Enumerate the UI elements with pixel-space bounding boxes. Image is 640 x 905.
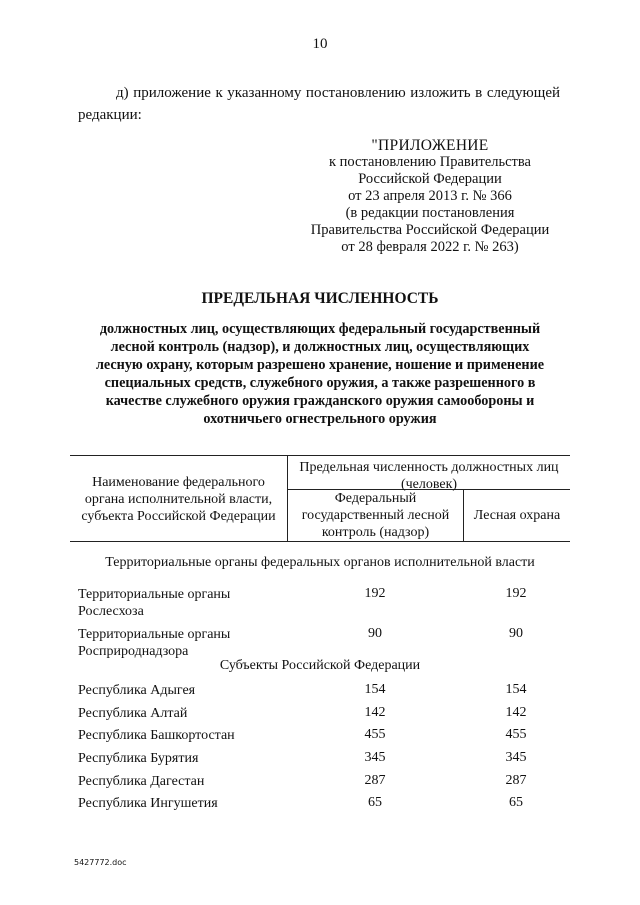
appendix-block <box>300 137 560 256</box>
header-group-line: (человек) <box>400 477 458 492</box>
header-col-forest-control <box>288 490 463 541</box>
section-title: Территориальные органы федеральных органов исполнительной власти <box>105 555 535 570</box>
row-value-control: 65 <box>368 795 382 810</box>
header-name-line: субъекта Российской Федерации <box>81 509 276 524</box>
table-row-name: Республика Ингушетия <box>78 796 218 811</box>
subtitle-line: лесной контроль (надзор), и должностных лиц, осуществляющих <box>110 339 530 355</box>
table-row-name: Республика Алтай <box>78 706 188 721</box>
row-value-guard: 65 <box>509 795 523 810</box>
section-title: Субъекты Российской Федерации <box>219 658 421 673</box>
header-name-line: Наименование федерального <box>92 475 265 490</box>
appendix-line: Правительства Российской Федерации <box>310 222 550 238</box>
appendix-line: (в редакции постановления <box>345 205 515 221</box>
appendix-line: Российской Федерации <box>358 171 502 187</box>
subtitle-line: должностных лиц, осуществляющих федеральный государственный <box>99 321 541 337</box>
table-top-border <box>70 455 570 456</box>
row-value-control: 192 <box>364 586 386 601</box>
header-name-line: органа исполнительной власти, <box>84 492 273 507</box>
header-bottom-border <box>70 541 570 542</box>
row-value-guard: 287 <box>505 773 527 788</box>
appendix-title: "ПРИЛОЖЕНИЕ <box>371 137 489 154</box>
header-col1-line: государственный лесной <box>301 508 450 523</box>
row-name-line: Территориальные органы <box>78 587 231 602</box>
subtitle-line: охотничьего огнестрельного оружия <box>203 411 437 427</box>
table-row-name: Республика Башкортостан <box>78 728 235 743</box>
row-value-control: 287 <box>364 773 386 788</box>
row-name-line: Территориальные органы <box>78 627 231 642</box>
page-number: 10 <box>312 36 328 52</box>
header-col1-line: контроль (надзор) <box>321 525 430 540</box>
table-row-name <box>78 586 278 620</box>
subtitle-line: лесную охрану, которым разрешено хранение, ношение и применение <box>95 357 545 373</box>
row-value-guard: 142 <box>505 705 527 720</box>
appendix-line: к постановлению Правительства <box>329 154 531 170</box>
subtitle-line: специальных средств, служебного оружия, а также разрешенного в <box>104 375 536 391</box>
row-value-control: 345 <box>364 750 386 765</box>
appendix-line: от 28 февраля 2022 г. № 263) <box>341 239 519 255</box>
table-row-name: Республика Бурятия <box>78 751 199 766</box>
row-value-guard: 192 <box>505 586 527 601</box>
table-row-name: Республика Дагестан <box>78 774 205 789</box>
header-col1-line: Федеральный <box>334 491 417 506</box>
row-value-control: 90 <box>368 626 382 641</box>
table-row-name: Республика Адыгея <box>78 683 196 698</box>
table-row-name <box>78 626 278 660</box>
row-name-line: Рослесхоза <box>78 604 144 619</box>
row-value-control: 455 <box>364 727 386 742</box>
document-file-reference: 5427772.doc <box>74 858 127 867</box>
document-title: ПРЕДЕЛЬНАЯ ЧИСЛЕННОСТЬ <box>201 290 439 307</box>
subtitle-line: качестве служебного оружия гражданского оружия самообороны и <box>105 393 535 409</box>
row-value-guard: 455 <box>505 727 527 742</box>
header-col-forest-guard: Лесная охрана <box>473 508 561 523</box>
header-group-line: Предельная численность должностных лиц <box>299 460 559 475</box>
header-group-cell <box>288 459 570 493</box>
row-value-control: 142 <box>364 705 386 720</box>
header-name-cell <box>70 474 287 525</box>
row-value-guard: 90 <box>509 626 523 641</box>
row-value-guard: 345 <box>505 750 527 765</box>
row-name-line: Росприроднадзора <box>78 644 189 659</box>
document-subtitle <box>80 320 560 428</box>
row-value-control: 154 <box>364 682 386 697</box>
row-value-guard: 154 <box>505 682 527 697</box>
intro-paragraph: д) приложение к указанному постановлению изложить в следующей редакции: <box>78 85 560 123</box>
appendix-line: от 23 апреля 2013 г. № 366 <box>348 188 512 204</box>
